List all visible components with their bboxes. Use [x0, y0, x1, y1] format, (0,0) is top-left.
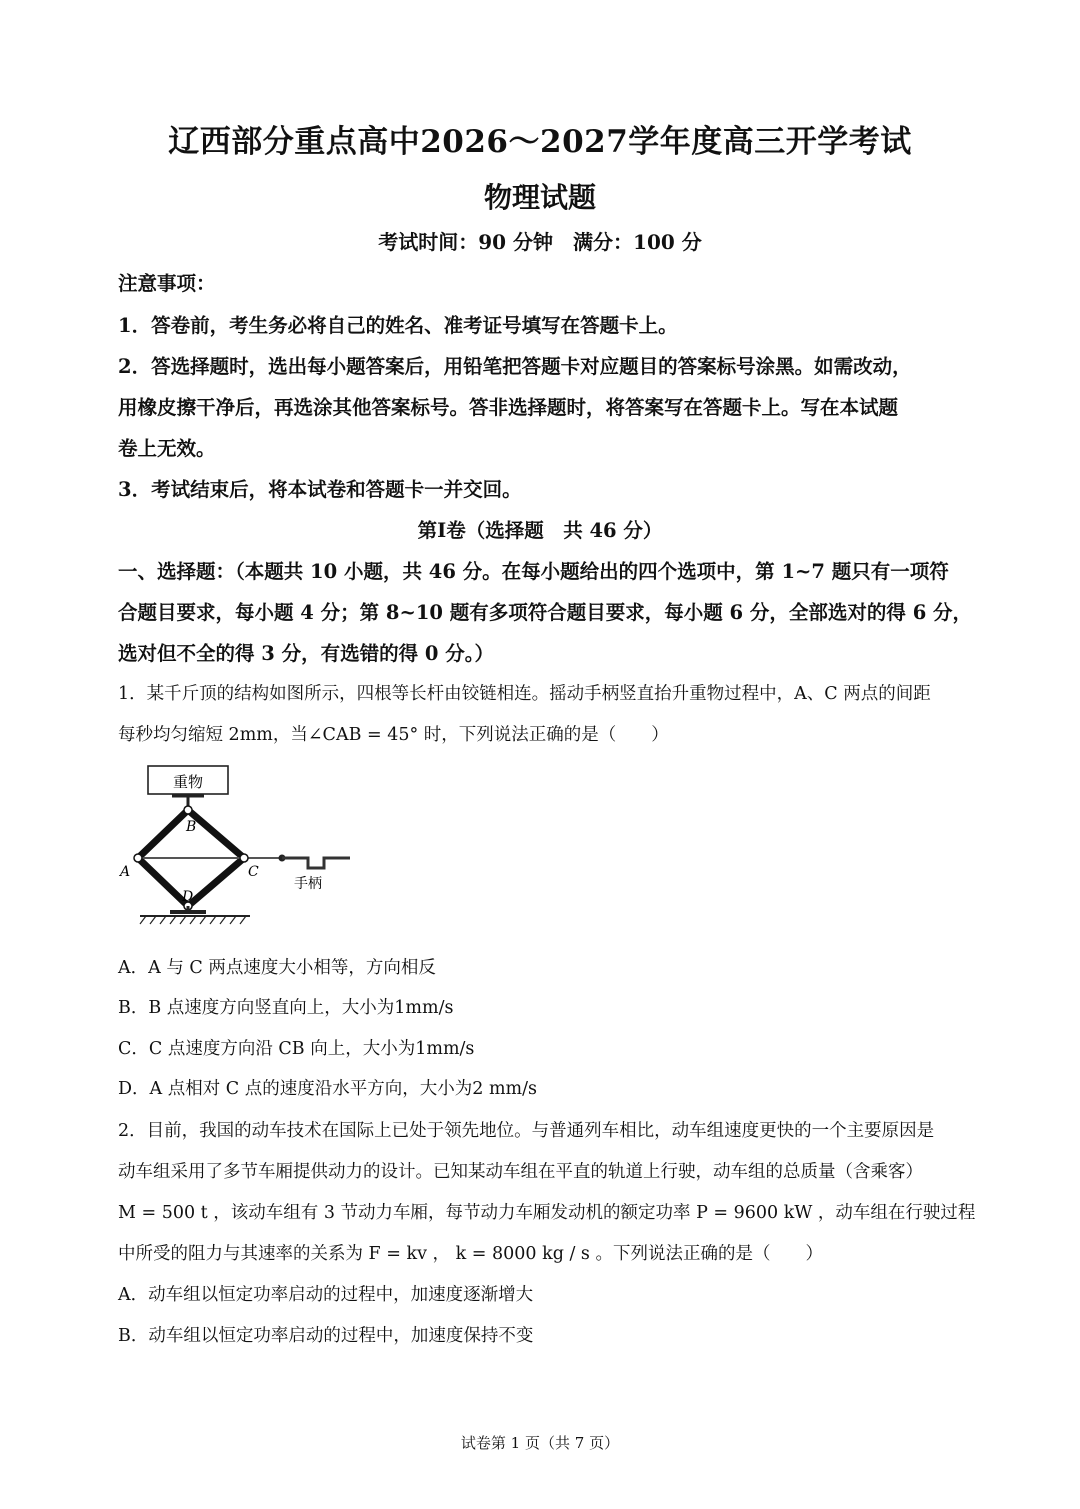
point-b-label: B [186, 819, 197, 835]
question-1-option: C．C 点速度方向沿 CB 向上，大小为1mm/s [118, 1039, 475, 1059]
handle-label: 手柄 [294, 876, 322, 892]
section-instruction: 合题目要求，每小题 4 分；第 8~10 题有多项符合题目要求，每小题 6 分，全部选对的得 6 分， [118, 601, 973, 624]
exam-info: 考试时间：90 分钟 满分：100 分 [378, 230, 702, 254]
question-2-stem: M = 500 t ，该动车组有 3 节动力车厢，每节动力车厢发动机的额定功率 P = 9600 kW ，动车组在行驶过程 [118, 1203, 976, 1223]
question-1-stem: 1．某千斤顶的结构如图所示，四根等长杆由铰链相连。摇动手柄竖直抬升重物过程中，A、C 两点的间距 [118, 684, 931, 704]
section-instruction: 选对但不全的得 3 分，有选错的得 0 分。） [118, 642, 495, 665]
point-a-label: A [120, 864, 131, 880]
question-1-option: B．B 点速度方向竖直向上，大小为1mm/s [118, 998, 454, 1018]
question-1-stem: 每秒均匀缩短 2mm，当∠CAB = 45° 时，下列说法正确的是（ ） [118, 725, 669, 745]
notice-line: 用橡皮擦干净后，再选涂其他答案标号。答非选择题时，将答案写在答题卡上。写在本试题 [118, 396, 899, 419]
page-footer: 试卷第 1 页（共 7 页） [460, 1434, 620, 1452]
jack-diagram [110, 760, 370, 940]
notice-heading: 注意事项： [118, 272, 216, 295]
notice-line: 1．答卷前，考生务必将自己的姓名、准考证号填写在答题卡上。 [118, 314, 678, 337]
question-2-stem: 动车组采用了多节车厢提供动力的设计。已知某动车组在平直的轨道上行驶，动车组的总质量（含乘客） [118, 1162, 923, 1182]
point-d-label: D [182, 889, 194, 905]
notice-line: 卷上无效。 [118, 437, 216, 460]
section-instruction: 一、选择题：（本题共 10 小题，共 46 分。在每小题给出的四个选项中，第 1~7 题只有一项符 [118, 560, 949, 583]
section-heading: 第Ⅰ卷（选择题 共 46 分） [417, 519, 663, 542]
exam-title: 辽西部分重点高中2026～2027学年度高三开学考试 [168, 124, 912, 160]
notice-line: 2．答选择题时，选出每小题答案后，用铅笔把答题卡对应题目的答案标号涂黑。如需改动， [118, 355, 912, 378]
subject-title: 物理试题 [483, 181, 596, 214]
question-1-option: D．A 点相对 C 点的速度沿水平方向，大小为2 mm/s [118, 1079, 538, 1099]
question-2-stem: 2．目前，我国的动车技术在国际上已处于领先地位。与普通列车相比，动车组速度更快的一个主要原因是 [118, 1121, 935, 1141]
weight-label: 重物 [172, 773, 204, 791]
question-2-stem: 中所受的阻力与其速率的关系为 F = kv ， k = 8000 kg / s 。下列说法正确的是（ ） [118, 1244, 823, 1264]
question-1-option: A．A 与 C 两点速度大小相等，方向相反 [118, 958, 436, 978]
notice-line: 3．考试结束后，将本试卷和答题卡一并交回。 [118, 478, 522, 501]
question-2-option: B．动车组以恒定功率启动的过程中，加速度保持不变 [118, 1326, 534, 1346]
point-c-label: C [248, 864, 259, 880]
question-2-option: A．动车组以恒定功率启动的过程中，加速度逐渐增大 [118, 1285, 534, 1305]
crank-handle [282, 858, 350, 868]
